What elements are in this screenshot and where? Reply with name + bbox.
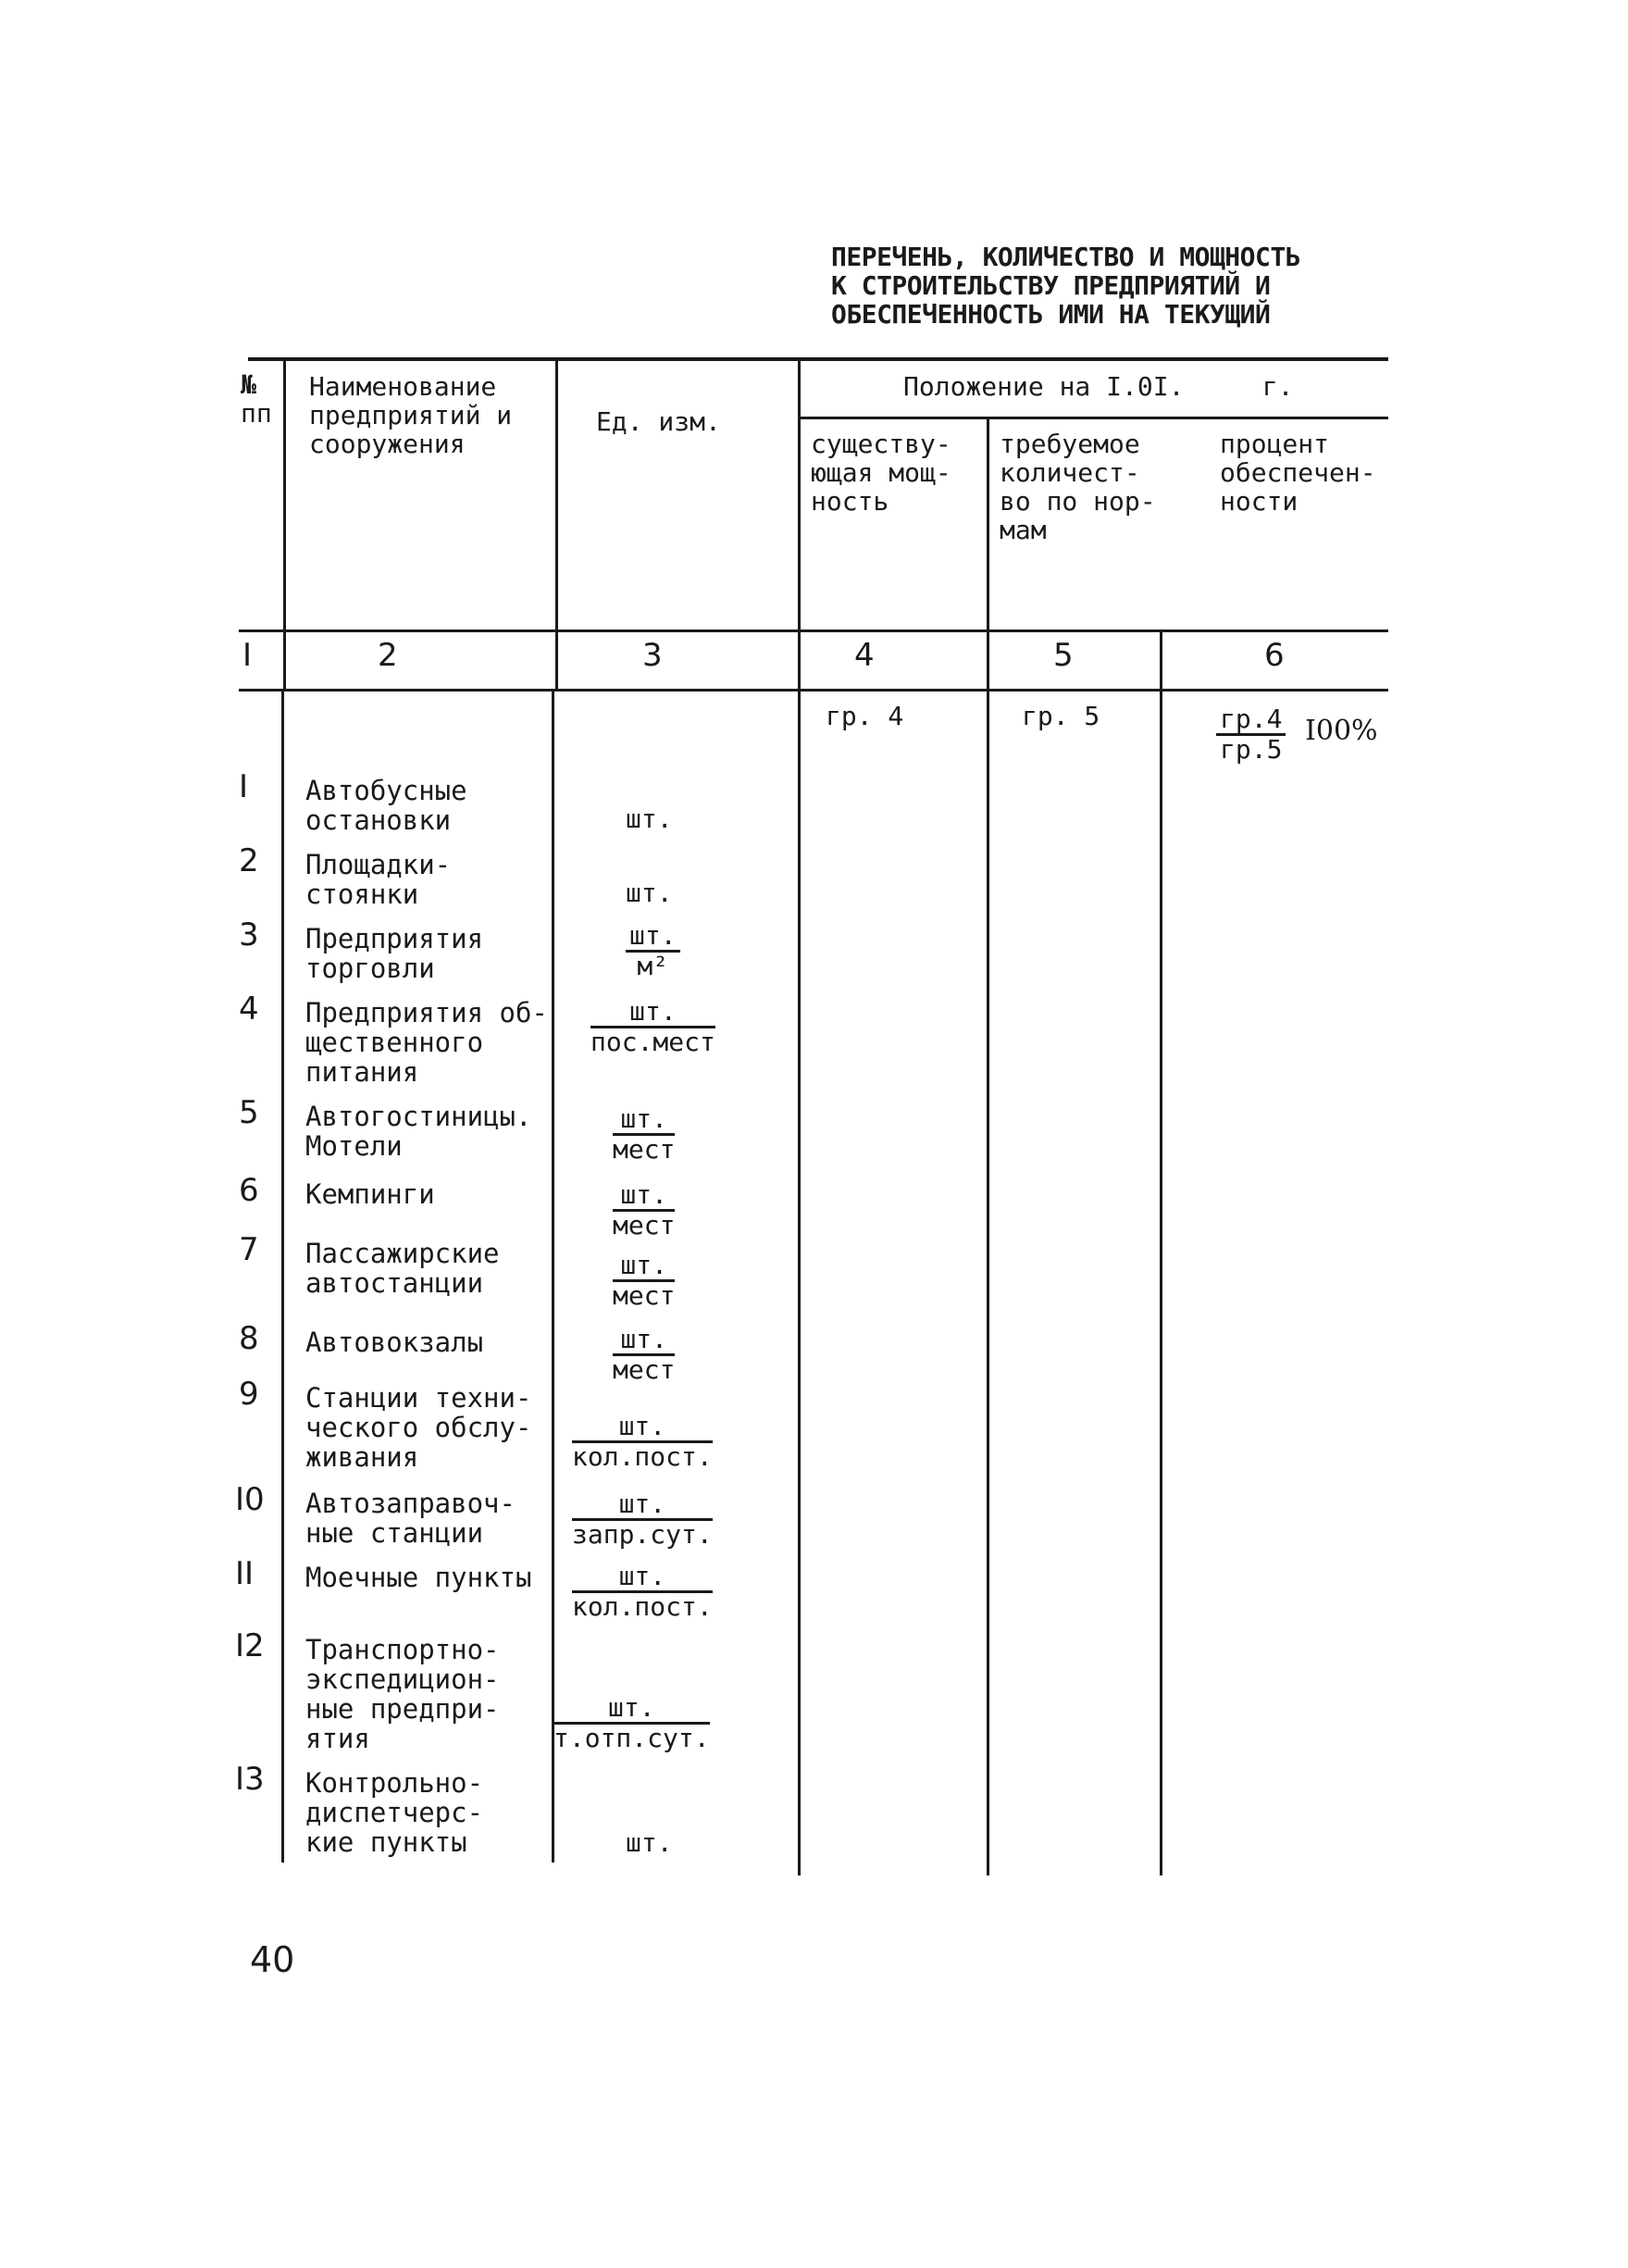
divider-name-unit [555,357,558,691]
row-number: 2 [239,842,259,879]
row-name-line: торговли [305,953,435,984]
row-name-line: Автобусные [305,775,467,806]
header-existing-line-3: ность [811,486,889,517]
row-name-line: Площадки- [305,849,452,880]
row-unit-top: шт. [613,1105,675,1136]
row-number: II [235,1555,255,1592]
divider-unit-existing [798,357,801,1875]
row-name-line: стоянки [305,879,419,910]
formula-g4: гр. 4 [826,701,904,731]
header-percent-line-1: процент [1220,429,1330,459]
row-name [305,1768,483,1857]
colnum-1: I [242,637,253,674]
row-number: 4 [239,991,259,1028]
row-name-line: питания [305,1056,419,1088]
row-unit [613,1326,675,1384]
row-number: I3 [235,1761,265,1798]
row-name-line: ятия [305,1723,370,1754]
title-line-3: ОБЕСПЕЧЕННОСТЬ ИМИ НА ТЕКУЩИЙ [831,299,1271,330]
row-unit [572,1413,713,1471]
row-name [305,850,451,909]
row-unit-top: шт. [553,1694,710,1725]
table-top-rule [248,357,1388,361]
row-unit-top: шт. [626,922,680,953]
capacity-table [235,0,1396,2268]
header-required-line-4: мам [1000,515,1047,545]
row-name-line: ные станции [305,1517,484,1549]
row-name [305,1327,483,1357]
row-unit-bottom: кол.пост. [572,1591,713,1622]
colnum-4: 4 [854,637,875,674]
row-unit-bottom: мест [613,1210,676,1240]
row-name [305,1179,435,1209]
row-unit-top: шт. [572,1413,713,1443]
colnum-5: 5 [1053,637,1074,674]
row-unit [626,922,680,980]
header-required-line-1: требуемое [1000,429,1140,459]
header-percent-line-2: обеспечен- [1220,457,1376,488]
row-name-line: Контрольно- [305,1767,484,1799]
row-unit-top: шт. [613,1181,675,1212]
row-unit-bottom: т.отп.сут. [553,1723,710,1753]
row-unit-top: шт. [613,1326,675,1356]
formula-g5: гр. 5 [1022,701,1100,731]
row-number: 7 [239,1231,259,1268]
formula-ratio-top: гр.4 [1216,705,1286,736]
row-name-line: кие пункты [305,1826,467,1858]
header-percent [1220,430,1376,516]
row-name [305,1563,531,1592]
row-name [305,924,483,983]
row-number: 8 [239,1320,259,1357]
row-name-line: Предприятия об- [305,997,548,1028]
row-name-line: остановки [305,804,452,836]
formula-ratio [1216,705,1286,764]
row-number: I [239,768,249,805]
row-unit-bottom: кол.пост. [572,1441,713,1472]
colnum-3: 3 [642,637,663,674]
header-name-line-2: предприятий и [309,400,513,430]
row-name [305,998,548,1087]
row-name-line: Автовокзалы [305,1327,484,1358]
row-name-line: Станции техни- [305,1382,532,1414]
row-number: I0 [235,1481,265,1518]
row-name-line: Кемпинги [305,1178,435,1210]
row-unit: шт. [626,1827,673,1858]
row-unit-bottom: мест [613,1354,676,1385]
row-name [305,1383,531,1472]
row-unit-bottom: пос.мест [590,1027,715,1057]
title-line-1: ПЕРЕЧЕНЬ, КОЛИЧЕСТВО И МОЩНОСТЬ [831,242,1301,272]
row-unit: шт. [626,878,673,908]
row-unit-top: шт. [613,1252,675,1282]
row-number: I2 [235,1627,265,1664]
row-name-line: автостанции [305,1267,484,1299]
row-name-line: Транспортно- [305,1634,500,1665]
header-name-line-1: Наименование [309,371,497,402]
header-existing [811,430,951,516]
row-name-line: щественного [305,1027,484,1058]
row-name [305,1102,531,1161]
row-unit [613,1252,675,1310]
row-name-line: живания [305,1441,419,1473]
colnum-2: 2 [378,637,398,674]
row-unit [572,1563,713,1621]
row-unit [590,998,715,1056]
header-required-line-3: во по нор- [1000,486,1156,517]
header-required-line-2: количест- [1000,457,1140,488]
divider-name-unit-body [552,692,554,1863]
row-number: 5 [239,1094,259,1131]
colnum-6: 6 [1264,637,1285,674]
row-unit-bottom: мест [613,1280,676,1311]
row-unit-top: шт. [572,1490,713,1521]
row-unit-top: шт. [572,1563,713,1593]
header-num-line-1: № [241,369,256,400]
row-unit-bottom: м² [637,951,669,981]
row-name-line: ческого обслу- [305,1412,532,1443]
row-number: 9 [239,1376,259,1413]
row-unit-bottom: запр.сут. [572,1519,713,1550]
header-name-line-3: сооружения [309,429,466,459]
header-required [1000,430,1156,544]
row-unit [572,1490,713,1549]
row-name-line: экспедицион- [305,1664,500,1695]
header-num [241,370,272,428]
formula-ratio-bottom: гр.5 [1220,734,1283,765]
row-name [305,1489,516,1548]
row-name [305,1239,500,1298]
header-name [309,372,512,458]
column-numbers-rule [239,689,1388,692]
header-percent-line-3: ности [1220,486,1299,517]
row-name-line: Предприятия [305,923,484,954]
header-existing-line-2: ющая мощ- [811,457,951,488]
row-name [305,1635,500,1753]
row-name-line: Мотели [305,1130,403,1162]
title-line-2: К СТРОИТЕЛЬСТВУ ПРЕДПРИЯТИЙ И [831,270,1271,301]
row-name-line: Пассажирские [305,1238,500,1269]
row-name-line: Автогостиницы. [305,1101,532,1132]
divider-num-name [283,357,286,691]
row-name-line: Моечные пункты [305,1562,532,1593]
subheader-rule [800,417,1388,419]
header-existing-line-1: существу- [811,429,951,459]
divider-existing-required [987,417,989,1875]
row-unit-bottom: мест [613,1134,676,1165]
header-position: Положение на I.0I. г. [903,371,1294,402]
row-unit [613,1105,675,1164]
row-number: 6 [239,1172,259,1209]
row-unit [553,1694,710,1752]
header-bottom-rule [239,629,1388,632]
row-number: 3 [239,916,259,953]
row-unit-top: шт. [590,998,715,1028]
formula-pct: I00% [1305,715,1378,747]
row-unit: шт. [626,804,673,834]
row-name [305,776,467,835]
page-number: 40 [250,1939,295,1980]
row-name-line: ные предпри- [305,1693,500,1725]
header-unit: Ед. изм. [596,406,721,437]
header-num-line-2: пп [241,398,272,429]
row-unit [613,1181,675,1240]
divider-num-name-body [281,692,284,1863]
row-name-line: диспетчерс- [305,1797,484,1828]
row-name-line: Автозаправоч- [305,1488,516,1519]
divider-required-percent [1160,632,1162,1875]
